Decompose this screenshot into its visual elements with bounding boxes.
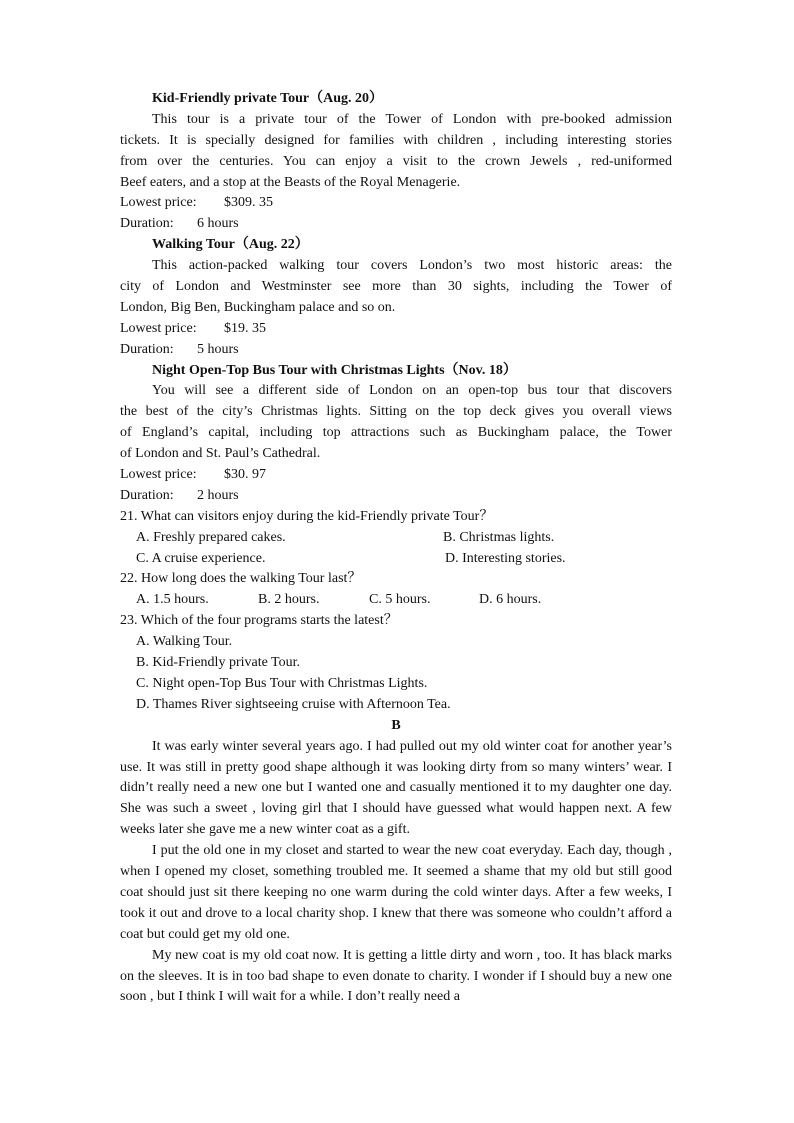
tour-desc-line: of London and St. Paul’s Cathedral. xyxy=(120,446,321,462)
duration-value: 5 hours xyxy=(197,341,239,357)
question-21-options-row-1 xyxy=(120,528,672,549)
tour-price xyxy=(120,319,672,340)
question-22-options xyxy=(120,590,672,611)
tour-title: Night Open-Top Bus Tour with Christmas Lights（Nov. 18） xyxy=(152,362,517,378)
option-b: B. 2 hours. xyxy=(258,592,320,608)
option-d: D. Interesting stories. xyxy=(445,550,566,566)
duration-value: 2 hours xyxy=(197,487,239,503)
duration-label: Duration: xyxy=(120,216,174,232)
passage-paragraph: My new coat is my old coat now. It is getting a little dirty and worn , too. It has black marks on the sleeves. It is in too bad shape to even donate to charity. I wonder if I should buy a new one soon , but I think I will wait for a while. I don’t really need a xyxy=(120,947,672,1005)
option-c: C. Night open-Top Bus Tour with Christmas Lights. xyxy=(136,675,428,691)
question-21: 21. What can visitors enjoy during the kid-Friendly private Tour？ xyxy=(120,508,494,524)
question-22: 22. How long does the walking Tour last？ xyxy=(120,571,362,587)
option-c: C. 5 hours. xyxy=(369,592,431,608)
passage-b xyxy=(120,737,672,1009)
tour-desc-line: This action-packed walking tour covers London’s two most historic areas: the xyxy=(152,258,672,274)
tour-desc-line: the best of the city’s Christmas lights. Sitting on the top deck gives you overall views xyxy=(120,404,672,420)
option-a: A. Walking Tour. xyxy=(136,634,233,650)
question-21-options-row-2 xyxy=(120,549,672,570)
duration-label: Duration: xyxy=(120,341,174,357)
price-label: Lowest price: xyxy=(120,320,197,336)
option-a: A. 1.5 hours. xyxy=(136,592,209,608)
option-b: B. Christmas lights. xyxy=(443,529,555,545)
tour-desc-line: You will see a different side of London on an open-top bus tour that discovers xyxy=(152,383,672,399)
tour-duration xyxy=(120,486,672,507)
tour-desc-line: from over the centuries. You can enjoy a visit to the crown Jewels , red-uniformed xyxy=(120,153,672,169)
price-value: $30. 97 xyxy=(224,467,266,483)
option-c: C. A cruise experience. xyxy=(136,550,266,566)
tour-title: Kid-Friendly private Tour（Aug. 20） xyxy=(152,91,384,106)
tour-desc-line: This tour is a private tour of the Tower of London with pre-booked admission xyxy=(152,111,672,127)
option-b: B. Kid-Friendly private Tour. xyxy=(136,655,301,671)
tour-title: Walking Tour（Aug. 22） xyxy=(152,237,309,253)
passage-paragraph: I put the old one in my closet and started to wear the new coat everyday. Each day, though , when I opened my closet, something troubled me. It seemed a shame that my old but still good coat should just sit there keeping no one warm during the cold winter days. After a few weeks, I took it out and drove to a local charity shop. I knew that there was someone who couldn’t afford a coat but could get my old one. xyxy=(120,843,672,942)
tour-desc-line: London, Big Ben, Buckingham palace and so on. xyxy=(120,299,396,315)
duration-label: Duration: xyxy=(120,487,174,503)
passage-paragraph: It was early winter several years ago. I had pulled out my old winter coat for another year’s use. It was still in pretty good shape although it was looking dirty from so many winters’ wear. I didn’t really need a new one but I wanted one and casually mentioned it to my daughter one day. She was such a sweet , loving girl that I should have guessed what would happen next. A few weeks later she gave me a new winter coat as a gift. xyxy=(120,738,672,838)
tour-duration xyxy=(120,214,672,235)
document-content xyxy=(120,89,672,1008)
price-value: $19. 35 xyxy=(224,320,266,336)
tour-price xyxy=(120,193,672,214)
tour-desc-line: city of London and Westminster see more than 30 sights, including the Tower of xyxy=(120,279,672,295)
tour-duration xyxy=(120,340,672,361)
duration-value: 6 hours xyxy=(197,216,239,232)
tour-desc-line: Beef eaters, and a stop at the Beasts of the Royal Menagerie. xyxy=(120,174,461,190)
tour-desc-line: tickets. It is specially designed for families with children , including interesting stories xyxy=(120,132,672,148)
price-label: Lowest price: xyxy=(120,467,197,483)
option-a: A. Freshly prepared cakes. xyxy=(136,529,286,545)
price-label: Lowest price: xyxy=(120,195,197,211)
option-d: D. 6 hours. xyxy=(479,592,542,608)
option-d: D. Thames River sightseeing cruise with Afternoon Tea. xyxy=(136,696,451,712)
tour-price xyxy=(120,465,672,486)
tour-desc-line: of England’s capital, including top attractions such as Buckingham palace, the Tower xyxy=(120,425,672,441)
section-heading: B xyxy=(391,717,401,733)
question-23: 23. Which of the four programs starts the latest？ xyxy=(120,613,398,629)
price-value: $309. 35 xyxy=(224,195,273,211)
